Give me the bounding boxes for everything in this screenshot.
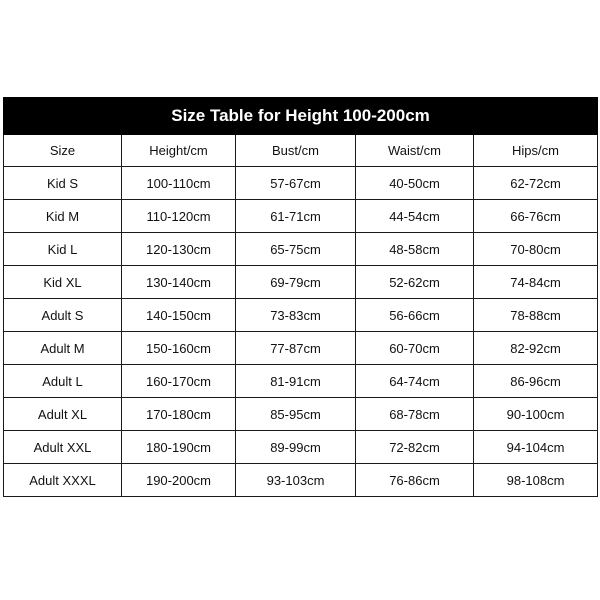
cell-size: Kid M [4,200,122,233]
cell-height: 190-200cm [122,464,236,497]
cell-hips: 94-104cm [474,431,598,464]
cell-size: Kid L [4,233,122,266]
cell-size: Adult XL [4,398,122,431]
cell-height: 170-180cm [122,398,236,431]
cell-height: 130-140cm [122,266,236,299]
table-row [4,398,598,431]
cell-bust: 81-91cm [236,365,356,398]
title-row [4,98,598,135]
cell-waist: 64-74cm [356,365,474,398]
cell-bust: 65-75cm [236,233,356,266]
column-header-size: Size [4,135,122,167]
cell-waist: 48-58cm [356,233,474,266]
cell-bust: 85-95cm [236,398,356,431]
cell-size: Adult XXXL [4,464,122,497]
cell-height: 100-110cm [122,167,236,200]
cell-hips: 70-80cm [474,233,598,266]
cell-waist: 52-62cm [356,266,474,299]
cell-hips: 62-72cm [474,167,598,200]
column-header-hips: Hips/cm [474,135,598,167]
size-table-container [3,97,597,497]
cell-hips: 74-84cm [474,266,598,299]
column-header-waist: Waist/cm [356,135,474,167]
cell-height: 150-160cm [122,332,236,365]
cell-size: Kid S [4,167,122,200]
cell-waist: 68-78cm [356,398,474,431]
column-header-bust: Bust/cm [236,135,356,167]
table-row [4,464,598,497]
table-row [4,266,598,299]
cell-size: Adult S [4,299,122,332]
cell-waist: 72-82cm [356,431,474,464]
cell-size: Adult XXL [4,431,122,464]
size-table-body [4,98,598,497]
cell-size: Kid XL [4,266,122,299]
cell-size: Adult L [4,365,122,398]
cell-bust: 69-79cm [236,266,356,299]
size-table [3,97,598,497]
table-row [4,431,598,464]
cell-hips: 90-100cm [474,398,598,431]
cell-height: 110-120cm [122,200,236,233]
cell-waist: 40-50cm [356,167,474,200]
cell-bust: 93-103cm [236,464,356,497]
table-row [4,365,598,398]
cell-height: 160-170cm [122,365,236,398]
cell-bust: 77-87cm [236,332,356,365]
cell-waist: 44-54cm [356,200,474,233]
cell-bust: 57-67cm [236,167,356,200]
cell-hips: 98-108cm [474,464,598,497]
table-row [4,332,598,365]
cell-height: 120-130cm [122,233,236,266]
header-row [4,135,598,167]
cell-bust: 73-83cm [236,299,356,332]
cell-waist: 56-66cm [356,299,474,332]
cell-bust: 89-99cm [236,431,356,464]
cell-waist: 60-70cm [356,332,474,365]
cell-hips: 78-88cm [474,299,598,332]
cell-hips: 86-96cm [474,365,598,398]
cell-size: Adult M [4,332,122,365]
table-row [4,167,598,200]
column-header-height: Height/cm [122,135,236,167]
table-row [4,233,598,266]
cell-hips: 82-92cm [474,332,598,365]
table-title: Size Table for Height 100-200cm [4,98,598,135]
cell-height: 180-190cm [122,431,236,464]
cell-waist: 76-86cm [356,464,474,497]
cell-bust: 61-71cm [236,200,356,233]
table-row [4,200,598,233]
cell-hips: 66-76cm [474,200,598,233]
cell-height: 140-150cm [122,299,236,332]
table-row [4,299,598,332]
